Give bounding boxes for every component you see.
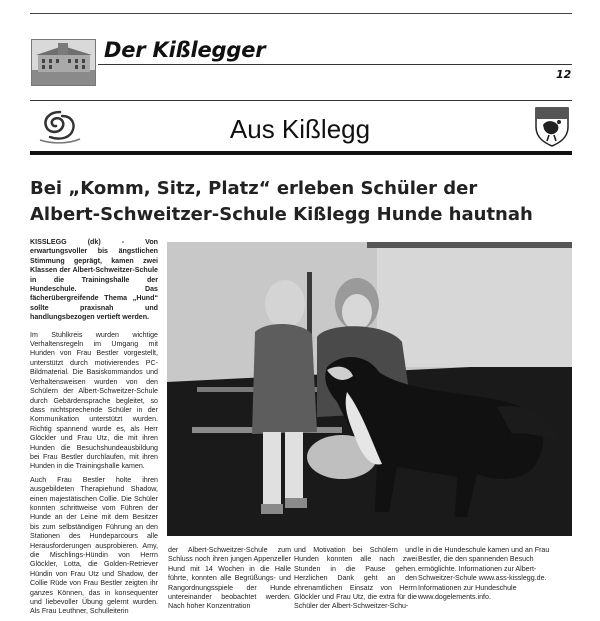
section-rule-top [30, 100, 572, 101]
article-photo [167, 242, 572, 536]
article-lead: KISSLEGG (dk) - Von erwartungsvoller bis ängstlichen Stimmung geprägt, kamen zwei Klassen der Albert-Schweitzer-Schule in die Trainingshalle der Hundeschule. Das fächerübergreifende Thema „Hund“ sollte praxisnah und handlungsbezogen vertieft werden. [30, 238, 158, 322]
article-column-4: le in die Hundeschule kamen und an Frau Bestler, die den spannenden Besuch ermöglichte. Informationen zur Albert-Schweitzer-Schule www.ass-kisslegg.de. Informationen zur Hundeschule www.dogelements.info. [418, 546, 550, 602]
article-headline [30, 176, 575, 228]
page-number: 12 [556, 68, 572, 81]
header-top-rule [30, 13, 572, 14]
section-rule-bottom [30, 151, 572, 155]
article-paragraph-1: Im Stuhlkreis wurden wichtige Verhaltensregeln im Umgang mit Hunden von Frau Bestler vorgestellt, unterstützt durch motivierendes PC-Bildmaterial. Die Basiskommandos und Verhaltensweisen wurden von den Schülern der Albert-Schweitzer-Schule durch Gebärdensprache begleitet, so dass nichtsprechende Schüler in der Kommunikation unterstützt wurden. Richtig spannend wurde es, als Herr Glöckler und Frau Utz, die mit ihren Hunden die Besuchshundeausbildung bei Frau Bestler durchlaufen, mit ihren Hunden in die Trainingshalle kamen. [30, 330, 158, 471]
masthead-title: Der Kißlegger [104, 38, 266, 62]
article-column-2: der Albert-Schweitzer-Schule zum Schluss noch ihren jungen Appenzeller Hund mit 14 Wochen in die Halle führte, konnten alle Begrüßungs- und Rangordnungsspiele der Hunde untereinander beobachtet werden. Nach hoher Konzentration [168, 546, 291, 611]
article-paragraph-2: Auch Frau Bestler holte ihren ausgebildeten Therapiehund Shadow, einen majestätischen Collie. Die Schüler konnten schrittweise vom Führen der Hunde an der Leine mit dem Besitzer bis zum selbständigen Führung an den Stationen des Hundeparcours alle Herausforderungen ausprobieren. Amy, die Mischlings-Hündin von Herrn Glöckler, Lotta, die Golden-Retriever Hündin von Frau Utz und Shadow, der Collie Rüde von Frau Bestler zeigten ihr ganzes Können, das in konsequenter und liebevoller Übung gelernt wurden. Als Frau Leuthner, Schulleiterin [30, 475, 158, 616]
article-column-3: und Motivation bei Schülern und Hunden konnten alle nach zwei Stunden in die Pause gehen. Herzlichen Dank geht an den ehrenamtlichen Einsatz von Herrn Glöckler und Frau Utz, die extra für die Schüler der Albert-Schweitzer-Schu- [294, 546, 417, 611]
section-title: Aus Kißlegg [229, 114, 371, 144]
masthead-castle-photo [31, 39, 96, 86]
castle-illustration [32, 40, 95, 85]
headline-line-1: Bei „Komm, Sitz, Platz“ erleben Schüler der [30, 178, 478, 199]
coat-of-arms-icon [533, 105, 571, 147]
header-rule [98, 64, 572, 65]
photo-child-woman-collie [167, 242, 572, 536]
article-column-1 [30, 238, 158, 621]
headline-line-2: Albert-Schweitzer-Schule Kißlegg Hunde hautnah [30, 204, 533, 225]
